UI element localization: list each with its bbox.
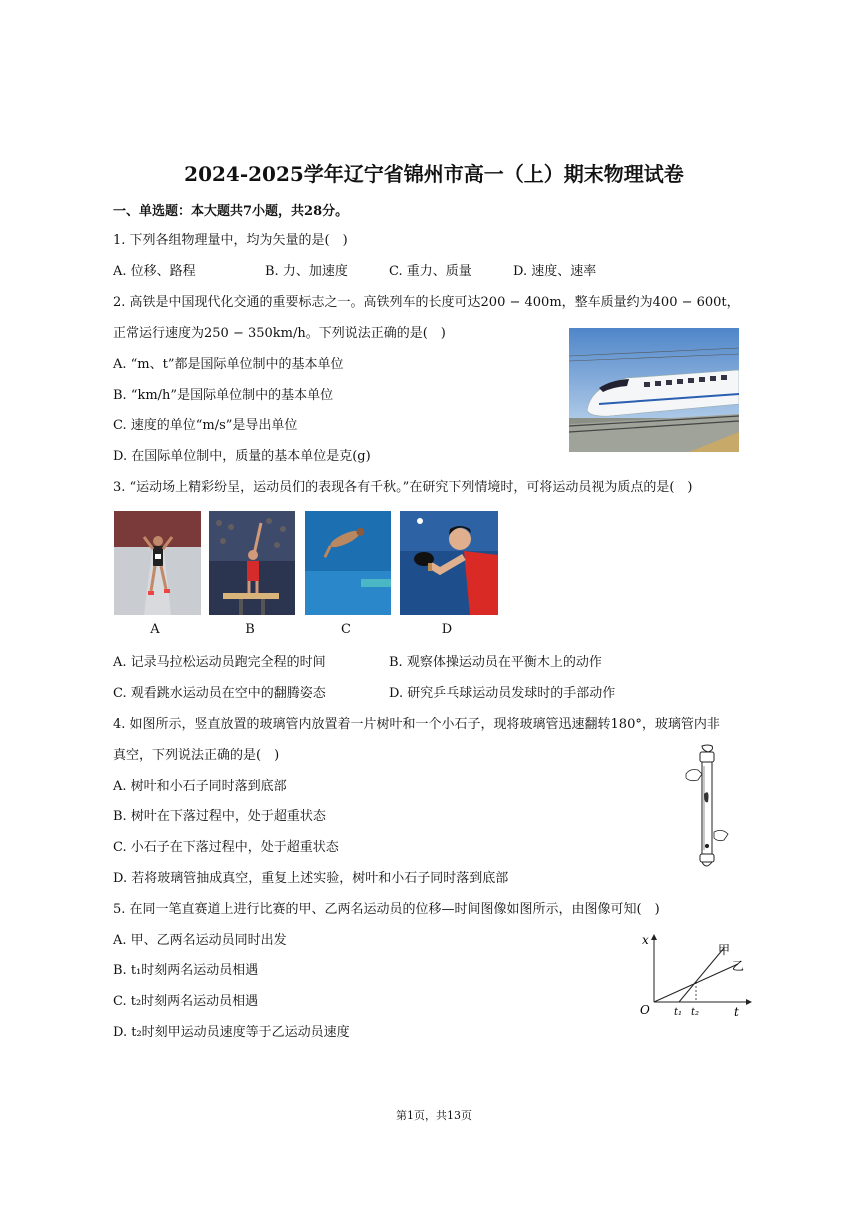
q5-option-b: B. t₁时刻两名运动员相遇 bbox=[113, 963, 259, 978]
t2-label: t₂ bbox=[691, 1007, 700, 1018]
q1-option-b: B. 力、加速度 bbox=[265, 264, 348, 279]
t1-label: t₁ bbox=[674, 1007, 683, 1018]
q5-stem: 5. 在同一笔直赛道上进行比赛的甲、乙两名运动员的位移—时间图像如图所示，由图像可知( ) bbox=[113, 902, 660, 917]
q5-option-d: D. t₂时刻甲运动员速度等于乙运动员速度 bbox=[113, 1025, 350, 1040]
t-axis-label: t bbox=[734, 1005, 739, 1019]
origin-label: O bbox=[640, 1003, 650, 1017]
q4-stem-line2: 真空，下列说法正确的是( ) bbox=[113, 748, 280, 763]
q3-stem: 3. “运动场上精彩纷呈，运动员们的表现各有千秋。”在研究下列情境时，可将运动员视为质点的是( ) bbox=[113, 480, 693, 495]
q3-caption-c: C bbox=[341, 622, 351, 637]
q1-stem: 1. 下列各组物理量中，均为矢量的是( ) bbox=[113, 233, 348, 248]
jia-label: 甲 bbox=[718, 943, 731, 957]
page-footer: 第1页，共13页 bbox=[396, 1109, 472, 1122]
q3-option-d: D. 研究乒乓球运动员发球时的手部动作 bbox=[389, 686, 616, 701]
q2-option-a: A. “m、t”都是国际单位制中的基本单位 bbox=[113, 357, 344, 372]
q5-option-c: C. t₂时刻两名运动员相遇 bbox=[113, 994, 259, 1009]
q3-option-c: C. 观看跳水运动员在空中的翻腾姿态 bbox=[113, 686, 326, 701]
train-photo bbox=[569, 328, 739, 452]
q5-option-a: A. 甲、乙两名运动员同时出发 bbox=[113, 933, 287, 948]
q2-stem-line1: 2. 高铁是中国现代化交通的重要标志之一。高铁列车的长度可达200 − 400m，整车质量约为400 − 600t， bbox=[113, 295, 740, 310]
q4-option-d: D. 若将玻璃管抽成真空，重复上述实验，树叶和小石子同时落到底部 bbox=[113, 871, 509, 886]
q4-stem-line1: 4. 如图所示，竖直放置的玻璃管内放置着一片树叶和一个小石子，现将玻璃管迅速翻转180°，玻璃管内非 bbox=[113, 717, 720, 732]
q3-caption-b: B bbox=[245, 622, 255, 637]
xt-graph bbox=[634, 930, 754, 1020]
q2-stem-line2: 正常运行速度为250 − 350km/h。下列说法正确的是( ) bbox=[113, 326, 446, 341]
x-axis-label: x bbox=[642, 933, 649, 947]
q3-option-a: A. 记录马拉松运动员跑完全程的时间 bbox=[113, 655, 326, 670]
q1-option-a: A. 位移、路程 bbox=[113, 264, 196, 279]
glass-tube-figure bbox=[684, 744, 734, 872]
q3-option-b: B. 观察体操运动员在平衡木上的动作 bbox=[389, 655, 602, 670]
marathon-photo bbox=[114, 511, 201, 615]
gymnast-photo bbox=[209, 511, 295, 615]
section-heading: 一、单选题：本大题共7小题，共28分。 bbox=[113, 204, 349, 219]
diver-photo bbox=[305, 511, 391, 615]
q4-option-a: A. 树叶和小石子同时落到底部 bbox=[113, 779, 287, 794]
yi-label: 乙 bbox=[732, 959, 745, 973]
q3-caption-a: A bbox=[150, 622, 160, 637]
t-axis-arrow bbox=[746, 999, 752, 1005]
table-tennis-photo bbox=[400, 511, 498, 615]
q1-option-c: C. 重力、质量 bbox=[389, 264, 472, 279]
q2-option-d: D. 在国际单位制中，质量的基本单位是克(g) bbox=[113, 449, 371, 464]
q2-option-c: C. 速度的单位“m/s”是导出单位 bbox=[113, 418, 298, 433]
q1-option-d: D. 速度、速率 bbox=[513, 264, 597, 279]
q4-option-c: C. 小石子在下落过程中，处于超重状态 bbox=[113, 840, 339, 855]
q3-caption-d: D bbox=[441, 622, 453, 637]
q4-option-b: B. 树叶在下落过程中，处于超重状态 bbox=[113, 809, 326, 824]
q2-option-b: B. “km/h”是国际单位制中的基本单位 bbox=[113, 388, 334, 403]
page-title: 2024-2025学年辽宁省锦州市高一（上）期末物理试卷 bbox=[184, 162, 684, 186]
x-axis-arrow bbox=[651, 934, 657, 940]
